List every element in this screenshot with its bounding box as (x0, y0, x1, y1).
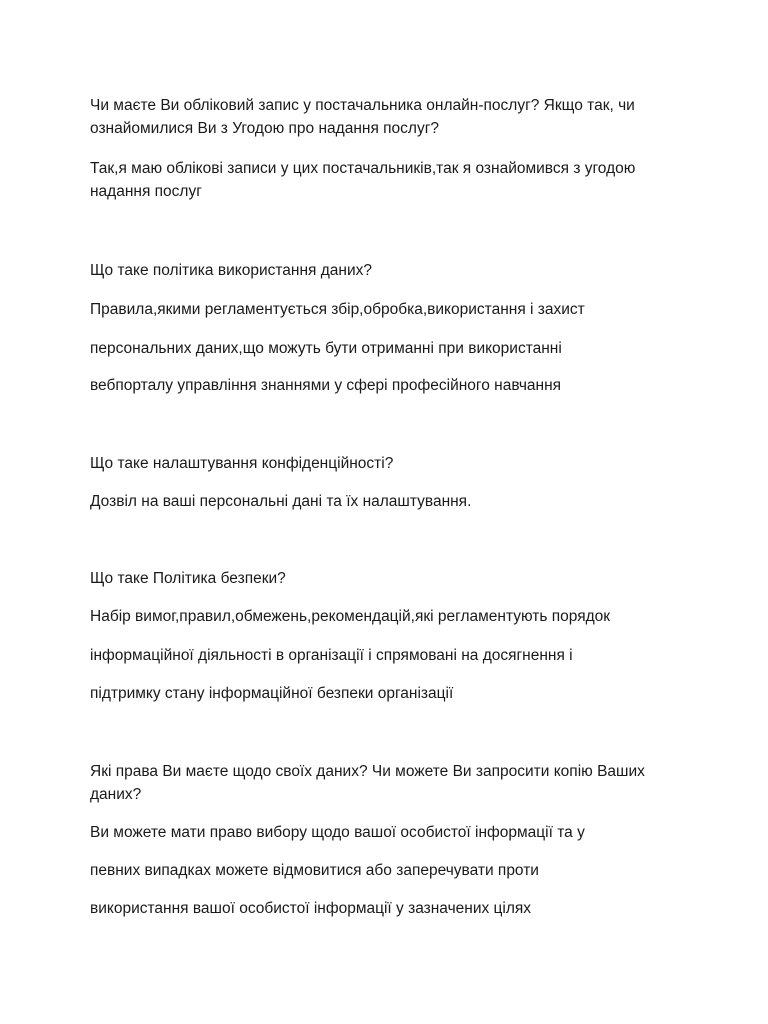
question-1: Чи маєте Ви обліковий запис у постачальника онлайн-послуг? Якщо так, чи ознайомилися Ви з Угодою про надання послуг? (90, 97, 640, 137)
question-4: Що таке Політика безпеки? (90, 570, 286, 587)
answer-2-line-1: Правила,якими регламентується збір,обробка,використання і захист (90, 301, 585, 318)
answer-5-line-1: Ви можете мати право вибору щодо вашої особистої інформації та у (90, 824, 585, 841)
answer-3: Дозвіл на ваші персональні дані та їх налаштування. (90, 493, 472, 510)
answer-4-line-3: підтримку стану інформаційної безпеки організації (90, 685, 454, 702)
answer-4-line-2: інформаційної діяльності в організації і спрямовані на досягнення і (90, 647, 573, 664)
answer-5-line-2: певних випадках можете відмовитися або заперечувати проти (90, 862, 539, 879)
answer-2-line-2: персональних даних,що можуть бути отриманні при використанні (90, 340, 562, 357)
question-3: Що таке налаштування конфіденційності? (90, 455, 394, 472)
answer-2-line-3: вебпорталу управління знаннями у сфері професійного навчання (90, 377, 562, 394)
answer-4-line-1: Набір вимог,правил,обмежень,рекомендацій,які регламентують порядок (90, 608, 611, 625)
question-5: Які права Ви маєте щодо своїх даних? Чи можете Ви запросити копію Ваших даних? (90, 763, 650, 803)
answer-1: Так,я маю облікові записи у цих постачальників,так я ознайомився з угодою надання послуг (90, 160, 640, 200)
answer-5-line-3: використання вашої особистої інформації у зазначених цілях (90, 900, 532, 917)
question-2: Що таке політика використання даних? (90, 262, 372, 279)
